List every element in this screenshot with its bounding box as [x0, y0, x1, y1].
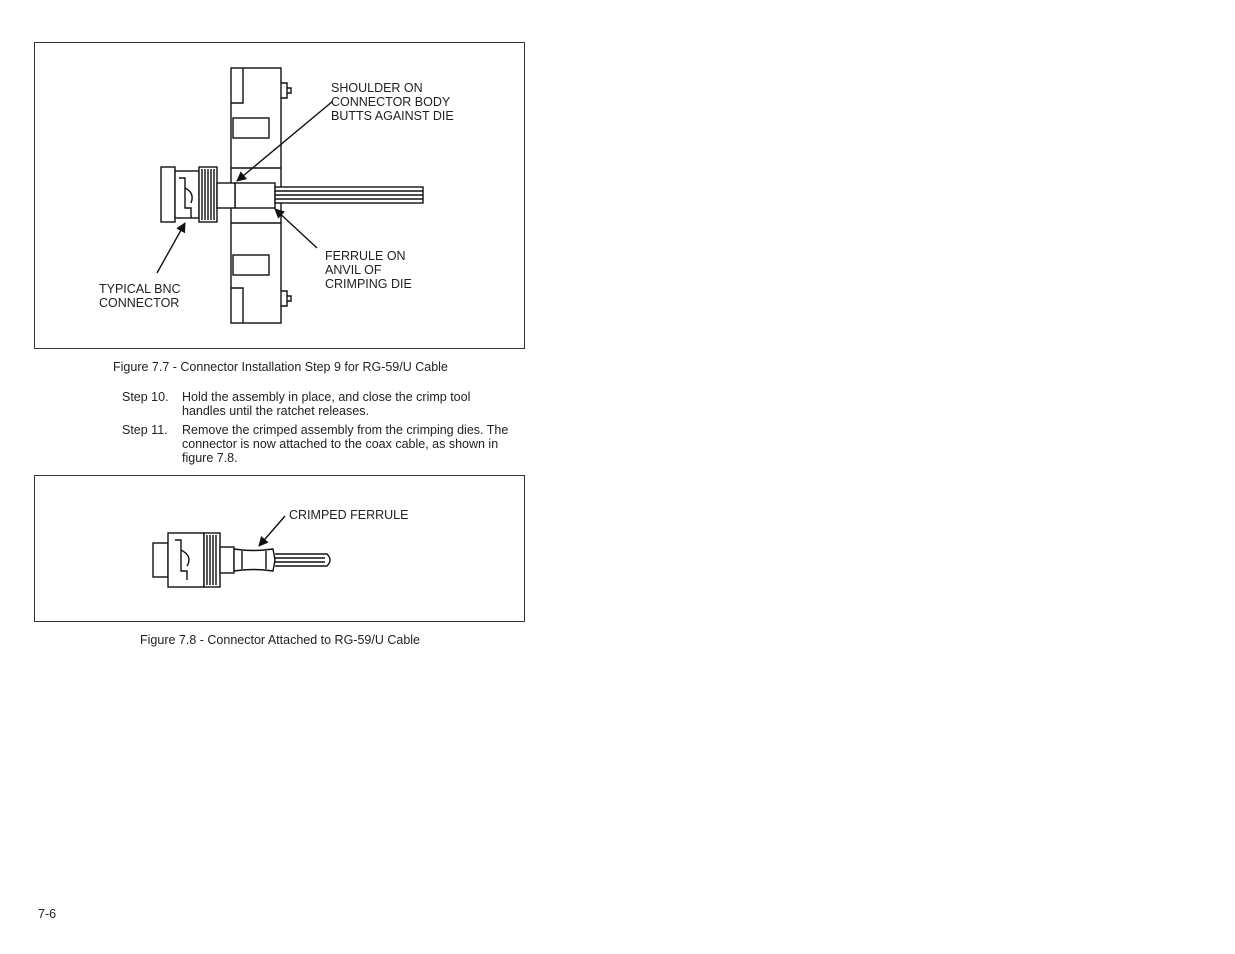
figure-7-7-caption: Figure 7.7 - Connector Installation Step 9 for RG-59/U Cable — [113, 360, 448, 374]
figure-7-8 — [34, 475, 525, 622]
figure-7-8-caption: Figure 7.8 - Connector Attached to RG-59/U Cable — [140, 633, 421, 647]
bnc-callout: TYPICAL BNC CONNECTOR — [99, 282, 181, 310]
step-number: Step 11. — [122, 423, 168, 437]
step-text: Hold the assembly in place, and close the crimp tool handles until the ratchet releases. — [182, 390, 471, 418]
step-text: Remove the crimped assembly from the crimping dies. The connector is now attached to the coax cable, as shown in figure 7.8. — [182, 423, 509, 465]
figure-7-7 — [34, 42, 525, 349]
crimped-ferrule-callout: CRIMPED FERRULE — [289, 508, 409, 522]
attached-connector-illustration — [35, 476, 524, 621]
page-number: 7-6 — [38, 907, 57, 921]
step-number: Step 10. — [122, 390, 169, 404]
shoulder-callout: SHOULDER ON CONNECTOR BODY BUTTS AGAINST DIE — [331, 81, 454, 123]
ferrule-callout: FERRULE ON ANVIL OF CRIMPING DIE — [325, 249, 412, 291]
